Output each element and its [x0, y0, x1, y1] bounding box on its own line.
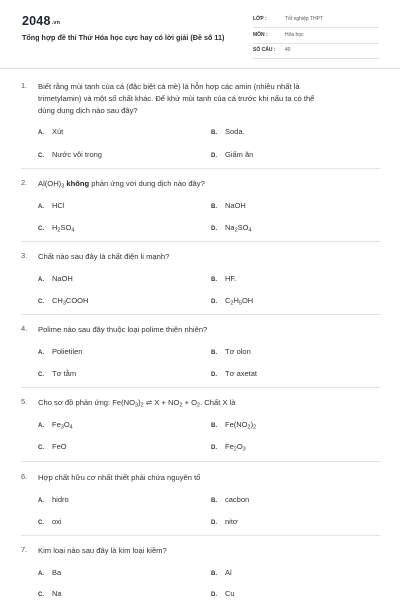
option-d[interactable]: [211, 442, 246, 453]
option-text: Xút: [52, 127, 64, 136]
option-letter: A.: [38, 204, 44, 210]
option-c[interactable]: [38, 150, 102, 159]
option-text: nitơ: [225, 517, 238, 526]
option-text: Cu: [225, 589, 235, 598]
option-letter: C.: [38, 226, 44, 232]
question-text: Kim loại nào sau đây là kim loại kiềm?: [38, 546, 167, 555]
option-text: Tơ axetat: [225, 369, 258, 378]
formula-subscript: 2: [140, 402, 144, 409]
formula-part: H: [233, 296, 239, 305]
site-logo[interactable]: [22, 14, 60, 28]
option-letter: D.: [211, 372, 217, 378]
header-divider: [0, 68, 400, 69]
formula-subscript: 2: [233, 446, 237, 453]
option-text: HF.: [225, 274, 237, 283]
option-letter: C.: [38, 153, 44, 159]
meta-class-label: LỚP :: [253, 16, 267, 22]
option-letter: C.: [38, 520, 44, 526]
formula-part: H: [52, 223, 58, 232]
option-a[interactable]: [38, 420, 73, 431]
question-text: Polime nào sau đây thuộc loại polime thiên nhiên?: [38, 325, 208, 334]
formula-subscript: 4: [69, 424, 73, 431]
question-number: 6.: [21, 472, 28, 481]
formula-part: CH: [52, 296, 63, 305]
option-a[interactable]: [38, 495, 69, 504]
text-part: Cho sơ đồ phản ứng: Fe(NO: [38, 398, 136, 407]
option-letter: C.: [38, 592, 44, 598]
option-letter: B.: [211, 571, 217, 577]
option-text: [52, 223, 74, 232]
option-text: Al: [225, 568, 232, 577]
option-b[interactable]: [211, 127, 245, 136]
formula-subscript: 2: [179, 402, 183, 409]
option-b[interactable]: [211, 420, 256, 431]
formula-subscript: 2: [197, 402, 201, 409]
option-c[interactable]: [38, 589, 62, 598]
option-letter: D.: [211, 153, 217, 159]
option-text: [52, 420, 73, 429]
option-b[interactable]: [211, 274, 236, 283]
text-part: . Chất X là: [200, 398, 236, 407]
formula-part: Al(OH): [38, 179, 62, 188]
option-letter: C.: [38, 372, 44, 378]
option-text: NaOH: [52, 274, 73, 283]
option-text: [225, 223, 252, 232]
question-divider: [21, 168, 380, 169]
option-letter: C.: [38, 299, 44, 305]
option-letter: B.: [211, 350, 217, 356]
logo-suffix: .vn: [51, 20, 61, 26]
option-text: [225, 296, 253, 305]
option-text: hidro: [52, 495, 69, 504]
formula-subscript: 5: [238, 300, 242, 307]
question-divider: [21, 535, 380, 536]
meta-count-row: [253, 45, 379, 59]
formula-subscript: 2: [253, 424, 257, 431]
option-d[interactable]: [211, 223, 252, 234]
question-text-line: trimetylamin) và một số chất khác. Để khử mùi tanh của cá trước khi nấu ta có thể: [38, 94, 315, 103]
meta-class-row: [253, 14, 379, 28]
option-a[interactable]: [38, 568, 61, 577]
option-text: FeO: [52, 442, 67, 451]
option-b[interactable]: [211, 347, 251, 356]
option-a[interactable]: [38, 347, 82, 356]
option-letter: B.: [211, 130, 217, 136]
question-number: 5.: [21, 397, 28, 406]
formula-subscript: 2: [234, 227, 238, 234]
question-number: 3.: [21, 251, 28, 260]
formula-part: OH: [241, 296, 254, 305]
option-letter: C.: [38, 445, 44, 451]
option-c[interactable]: [38, 223, 74, 234]
option-letter: B.: [211, 277, 217, 283]
option-text: [225, 442, 246, 451]
option-letter: D.: [211, 299, 217, 305]
option-letter: A.: [38, 277, 44, 283]
formula-part: Fe(NO: [225, 420, 248, 429]
text-part: phản ứng với dung dịch nào đây?: [89, 179, 205, 188]
meta-subject-label: MÔN :: [253, 32, 268, 38]
option-letter: A.: [38, 571, 44, 577]
formula-subscript: 2: [247, 424, 251, 431]
question-text: [38, 178, 378, 193]
option-letter: B.: [211, 498, 217, 504]
formula-subscript: 3: [135, 402, 139, 409]
option-text: Na: [52, 589, 62, 598]
option-d[interactable]: [211, 589, 235, 598]
question-number: 2.: [21, 178, 28, 187]
option-c[interactable]: [38, 369, 76, 378]
meta-count-value: 40: [285, 47, 291, 53]
option-d[interactable]: [211, 150, 253, 159]
page-header: [0, 0, 400, 70]
formula-subscript: 4: [248, 227, 252, 234]
question-divider: [21, 461, 380, 462]
option-d[interactable]: [211, 517, 238, 526]
option-letter: A.: [38, 498, 44, 504]
option-text: NaOH: [225, 201, 246, 210]
text-part: ⇌ X + NO: [143, 398, 180, 407]
option-c[interactable]: [38, 442, 67, 451]
formula-part: ): [250, 420, 254, 429]
option-text: Giấm ăn: [225, 150, 254, 159]
meta-subject-row: [253, 30, 379, 44]
formula-part: Fe: [225, 442, 234, 451]
formula-subscript: 3: [242, 446, 246, 453]
formula-subscript: 3: [60, 424, 64, 431]
option-text: Tơ tằm: [52, 369, 77, 378]
formula-part: Na: [225, 223, 235, 232]
option-a[interactable]: [38, 201, 65, 210]
question-divider: [21, 241, 380, 242]
option-letter: A.: [38, 423, 44, 429]
question-text: Hợp chất hữu cơ nhất thiết phải chứa nguyên tố: [38, 473, 201, 482]
option-d[interactable]: [211, 296, 253, 307]
question-number: 4.: [21, 324, 28, 333]
option-c[interactable]: [38, 296, 88, 307]
formula-subscript: 4: [71, 227, 75, 234]
option-text: Ba: [52, 568, 62, 577]
option-c[interactable]: [38, 517, 62, 526]
question-number: 7.: [21, 545, 28, 554]
text-part: ): [138, 398, 141, 407]
formula-subscript: 2: [57, 227, 61, 234]
option-a[interactable]: [38, 127, 63, 136]
formula-subscript: 2: [230, 300, 234, 307]
formula-part: COOH: [65, 296, 89, 305]
option-letter: D.: [211, 226, 217, 232]
option-text: Tơ olon: [225, 347, 251, 356]
formula-part: O: [63, 420, 70, 429]
formula-subscript: 3: [61, 183, 65, 190]
option-letter: D.: [211, 445, 217, 451]
option-letter: D.: [211, 520, 217, 526]
option-letter: A.: [38, 350, 44, 356]
option-letter: D.: [211, 592, 217, 598]
question-number: 1.: [21, 81, 28, 90]
question-text: [38, 81, 378, 117]
option-text: cacbon: [225, 495, 250, 504]
question-text: Chất nào sau đây là chất điện li mạnh?: [38, 252, 170, 261]
option-text: [225, 420, 256, 429]
option-letter: A.: [38, 130, 44, 136]
option-text: Soda.: [225, 127, 245, 136]
option-text: Polietilen: [52, 347, 83, 356]
question-text: [38, 397, 378, 412]
option-text: Nước vôi trong: [52, 150, 102, 159]
question-text-line: Biết rằng mùi tanh của cá (đặc biệt cá mè) là hỗn hợp các amin (nhiều nhất là: [38, 82, 300, 91]
question-text-line: dùng dung dịch nào sau đây?: [38, 106, 138, 115]
formula-part: C: [225, 296, 231, 305]
option-b[interactable]: [211, 495, 249, 504]
document-title: Tổng hợp đề thi Thử Hóa học cực hay có lời giải (Đề số 11): [22, 33, 225, 42]
option-letter: B.: [211, 204, 217, 210]
formula-subscript: 3: [62, 300, 66, 307]
meta-count-label: SỐ CÂU :: [253, 47, 276, 53]
option-a[interactable]: [38, 274, 73, 283]
option-b[interactable]: [211, 568, 232, 577]
meta-class-value: Tốt nghiệp THPT: [285, 16, 323, 22]
formula-part: O: [236, 442, 243, 451]
meta-subject-value: Hóa học: [285, 32, 304, 38]
question-divider: [21, 387, 380, 388]
option-d[interactable]: [211, 369, 257, 378]
text-part: + O: [182, 398, 198, 407]
emphasis-text: không: [66, 179, 90, 188]
formula-part: SO: [237, 223, 249, 232]
option-b[interactable]: [211, 201, 246, 210]
option-text: [52, 296, 88, 305]
option-letter: B.: [211, 423, 217, 429]
question-divider: [21, 314, 380, 315]
option-text: HCl: [52, 201, 65, 210]
option-text: oxi: [52, 517, 62, 526]
formula-part: SO: [60, 223, 72, 232]
formula-part: Fe: [52, 420, 61, 429]
logo-text: 2048: [22, 14, 51, 28]
